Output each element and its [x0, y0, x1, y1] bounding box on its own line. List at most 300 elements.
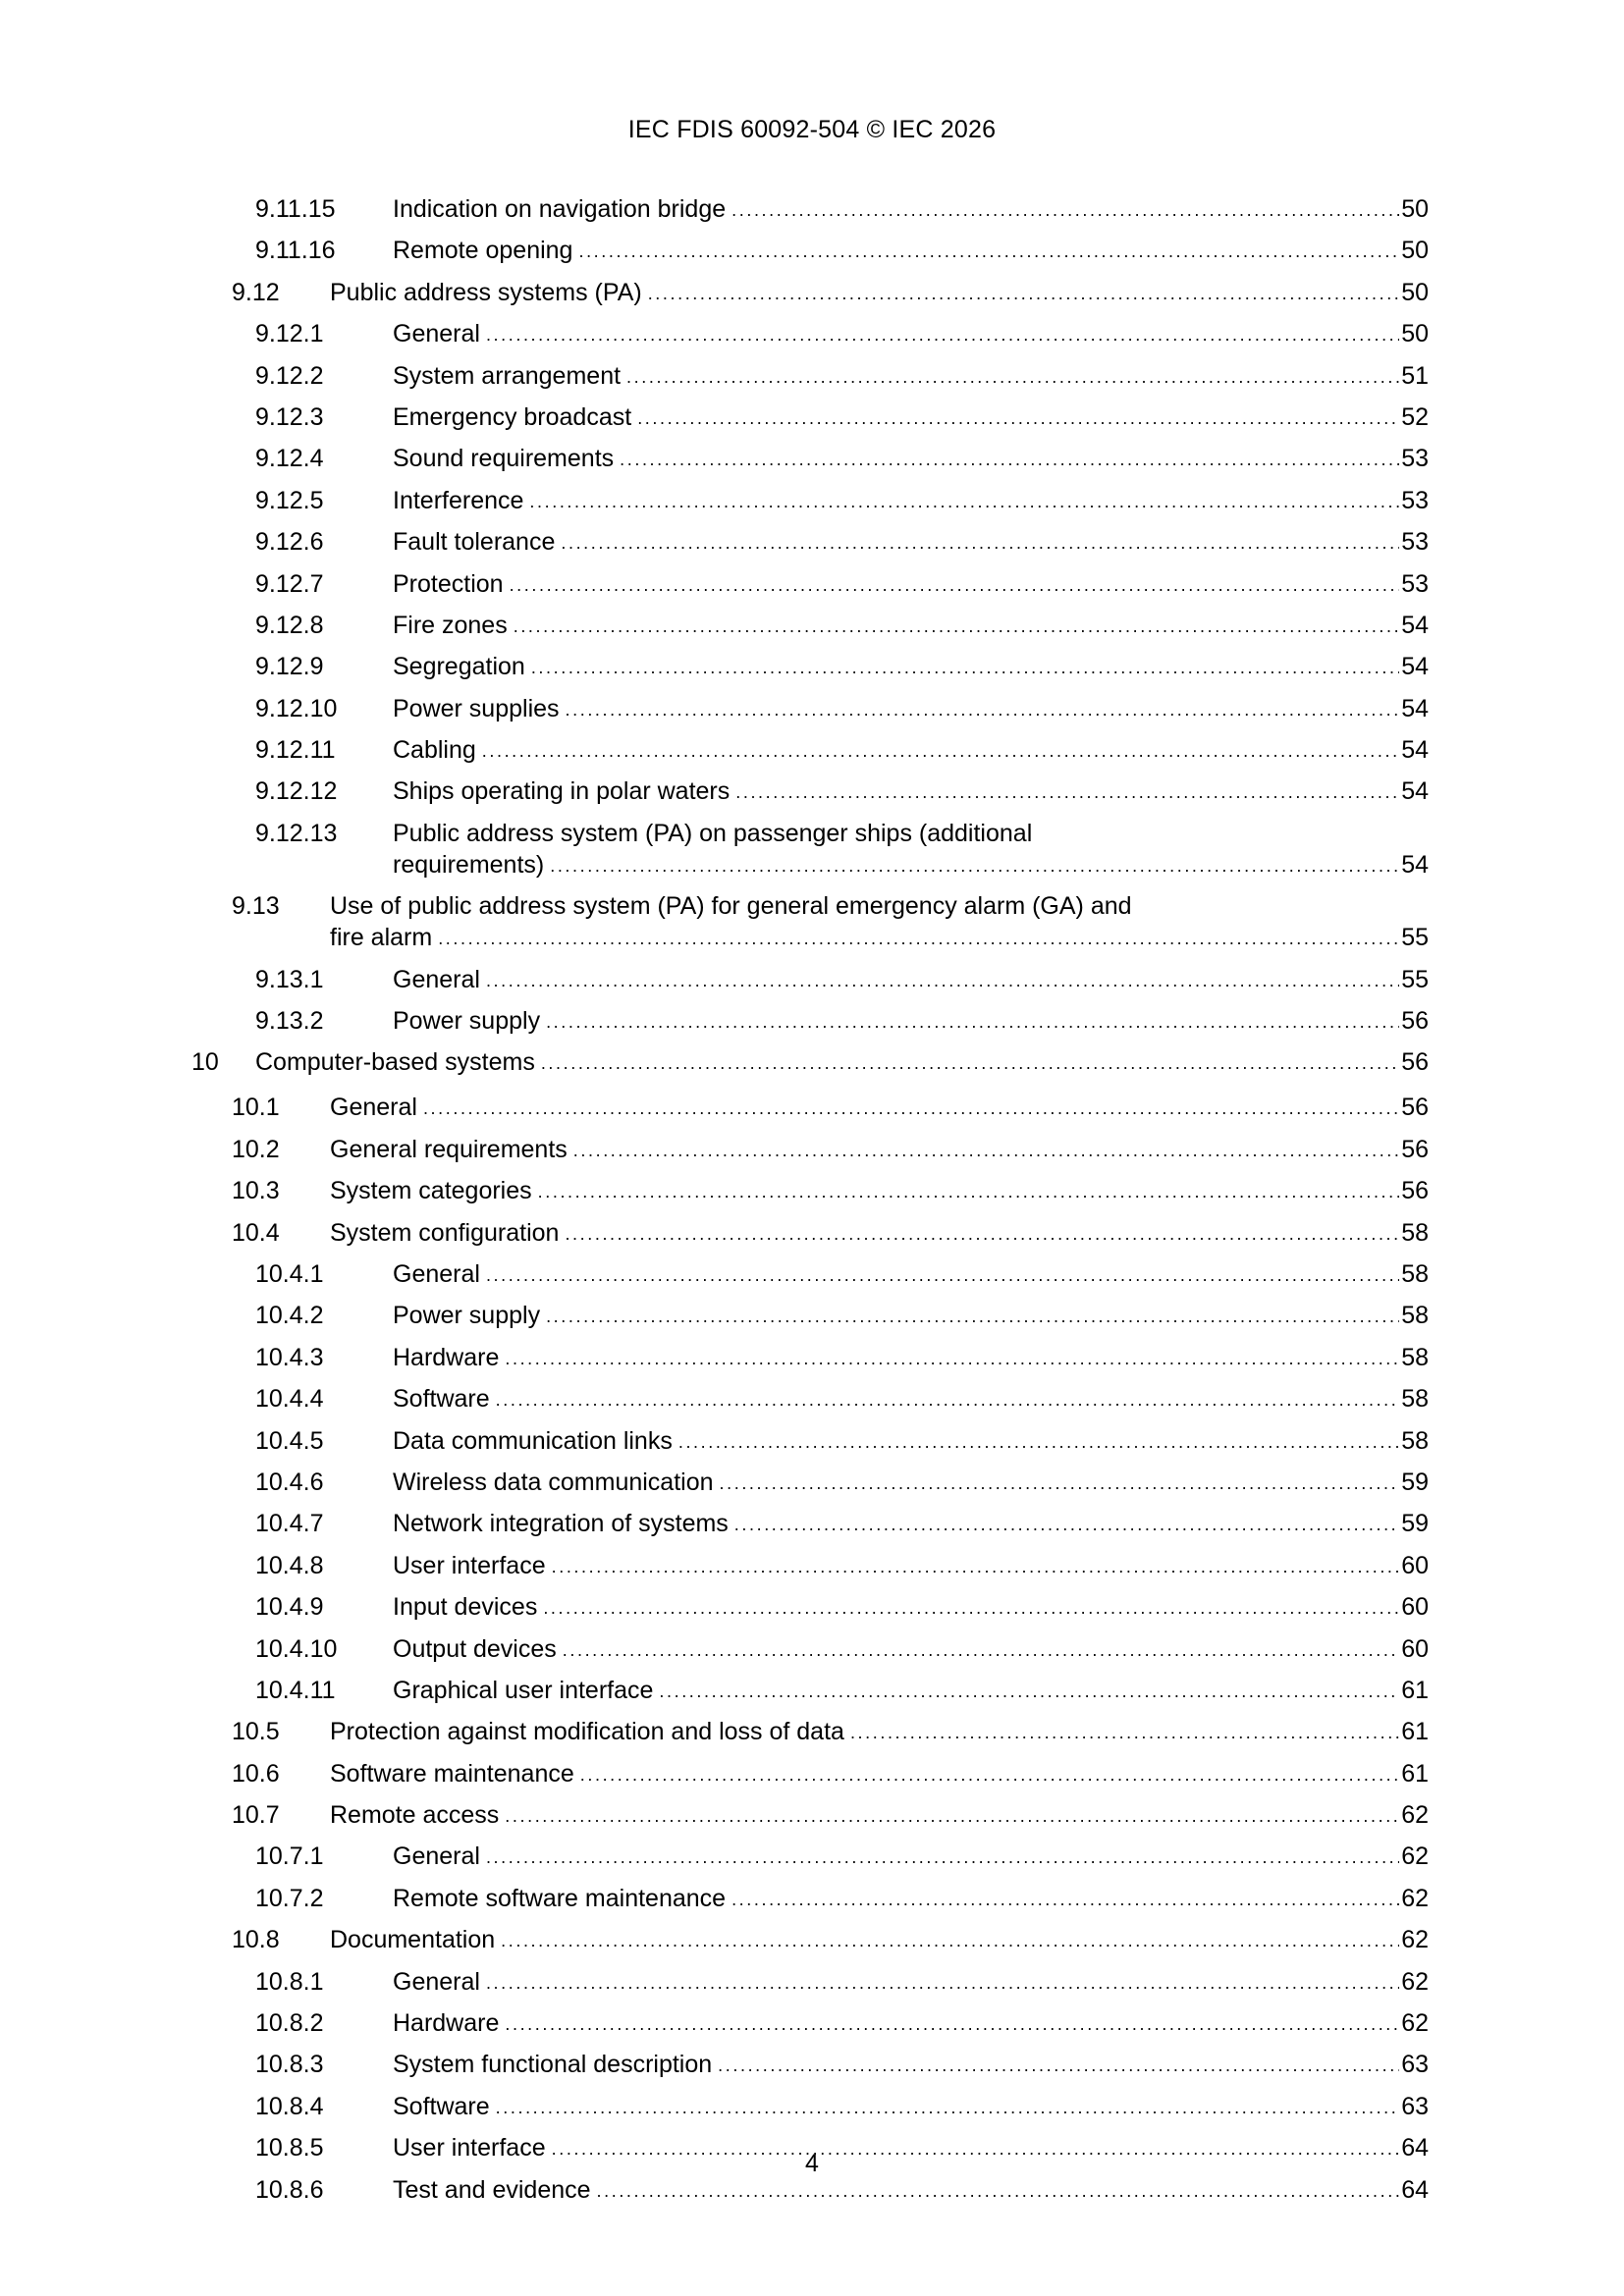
toc-entry-10-8-3[interactable] — [191, 2049, 1429, 2082]
toc-entry-page: 50 — [1401, 320, 1429, 348]
toc-entry-page: 56 — [1401, 1007, 1429, 1036]
dot-leader — [541, 1047, 1399, 1079]
toc-entry-body — [393, 1425, 1429, 1459]
toc-entry-title: Hardware — [393, 2007, 505, 2039]
toc-entry-9-12-7[interactable] — [191, 568, 1429, 602]
toc-entry-page: 62 — [1401, 1884, 1429, 1912]
dot-leader — [546, 1301, 1399, 1332]
dot-leader — [438, 923, 1399, 954]
toc-entry-title-line — [393, 693, 1429, 726]
dot-leader — [486, 1259, 1399, 1291]
toc-entry-body — [393, 360, 1429, 394]
toc-entry-body — [393, 1675, 1429, 1708]
toc-entry-page: 58 — [1401, 1302, 1429, 1330]
toc-entry-title-line — [393, 443, 1429, 476]
toc-entry-title: General — [393, 318, 486, 349]
toc-entry-number: 9.12.2 — [255, 361, 324, 390]
toc-entry-title: Hardware — [393, 1342, 505, 1373]
toc-entry-title-line — [393, 1508, 1429, 1541]
toc-entry-page: 60 — [1401, 1551, 1429, 1579]
toc-entry-title-line — [393, 1342, 1429, 1375]
dot-leader — [659, 1676, 1399, 1707]
toc-entry-title: Graphical user interface — [393, 1675, 659, 1706]
toc-entry-page: 54 — [1401, 736, 1429, 765]
dot-leader — [626, 361, 1399, 393]
toc-entry-number: 10.4.10 — [255, 1634, 338, 1663]
toc-entry-page: 55 — [1401, 924, 1429, 952]
toc-entry-10-7-2[interactable] — [191, 1883, 1429, 1916]
toc-entry-title-line — [393, 360, 1429, 394]
toc-entry-title-line — [393, 193, 1429, 227]
toc-entry-body — [393, 1467, 1429, 1500]
toc-entry-title-line — [393, 775, 1429, 809]
toc-entry-page: 58 — [1401, 1259, 1429, 1288]
toc-entry-title-line — [393, 1550, 1429, 1583]
toc-entry-number: 10.8.4 — [255, 2092, 324, 2120]
toc-entry-title-line — [393, 1841, 1429, 1874]
toc-entry-10-8[interactable] — [191, 1924, 1429, 1957]
toc-entry-body — [393, 235, 1429, 268]
toc-entry-title-line — [393, 1633, 1429, 1667]
toc-entry-page: 53 — [1401, 569, 1429, 598]
toc-entry-title: Documentation — [330, 1924, 501, 1955]
toc-entry-number: 9.12.3 — [255, 402, 324, 431]
dot-leader — [505, 1800, 1399, 1832]
toc-entry-body — [330, 1799, 1429, 1833]
toc-entry-page: 62 — [1401, 1967, 1429, 1996]
toc-entry-number: 9.12.7 — [255, 569, 324, 598]
toc-entry-title-line — [393, 734, 1429, 768]
dot-leader — [546, 1006, 1399, 1038]
toc-entry-title-line — [393, 1005, 1429, 1039]
toc-entry-body — [393, 1633, 1429, 1667]
toc-entry-title-line — [393, 1467, 1429, 1500]
toc-entry-10-4-4[interactable] — [191, 1383, 1429, 1416]
dot-leader — [550, 850, 1399, 881]
toc-entry-number: 9.12.10 — [255, 694, 338, 722]
toc-entry-title-line — [330, 1758, 1429, 1791]
toc-entry-title: Emergency broadcast — [393, 401, 637, 433]
dot-leader — [850, 1717, 1399, 1748]
toc-entry-title: Segregation — [393, 651, 531, 682]
toc-entry-page: 54 — [1401, 777, 1429, 806]
toc-entry-body — [393, 1383, 1429, 1416]
toc-entry-body — [393, 818, 1429, 882]
toc-entry-9-13-1[interactable] — [191, 964, 1429, 997]
toc-entry-number: 9.13 — [232, 892, 280, 921]
toc-entry-number: 10.4.2 — [255, 1302, 324, 1330]
toc-entry-title-line — [393, 610, 1429, 643]
toc-entry-title: User interface — [393, 1550, 552, 1581]
toc-entry-page: 54 — [1401, 850, 1429, 879]
toc-entry-10-4-6[interactable] — [191, 1467, 1429, 1500]
toc-entry-number: 9.12.9 — [255, 653, 324, 681]
toc-entry-10-4-9[interactable] — [191, 1591, 1429, 1625]
toc-entry-title-line — [393, 2091, 1429, 2124]
toc-entry-body — [393, 526, 1429, 560]
dot-leader — [580, 1759, 1399, 1790]
toc-entry-title-line — [330, 1799, 1429, 1833]
toc-entry-title: General requirements — [330, 1134, 573, 1165]
toc-entry-title-line — [330, 1175, 1429, 1208]
toc-entry-title: Wireless data communication — [393, 1467, 720, 1498]
toc-entry-9-11-15[interactable] — [191, 193, 1429, 227]
toc-entry-title-line1: Public address system (PA) on passenger ships (additional — [393, 819, 1033, 847]
toc-entry-number: 10.4.3 — [255, 1343, 324, 1371]
toc-entry-9-12-2[interactable] — [191, 360, 1429, 394]
toc-entry-title: Data communication links — [393, 1425, 678, 1457]
toc-entry-title: Remote access — [330, 1799, 505, 1831]
dot-leader — [648, 278, 1399, 309]
toc-entry-9-12-11[interactable] — [191, 734, 1429, 768]
toc-entry-number: 10.8.5 — [255, 2134, 324, 2163]
dot-leader — [573, 1135, 1399, 1166]
toc-entry-body — [330, 1092, 1429, 1125]
toc-entry-body — [393, 1550, 1429, 1583]
dot-leader — [678, 1426, 1399, 1458]
toc-entry-title: General — [393, 1841, 486, 1872]
toc-entry-9-12-5[interactable] — [191, 485, 1429, 518]
toc-entry-title-line — [393, 1675, 1429, 1708]
toc-entry-page: 58 — [1401, 1426, 1429, 1455]
toc-entry-body — [393, 485, 1429, 518]
toc-entry-9-13-2[interactable] — [191, 1005, 1429, 1039]
toc-entry-page: 53 — [1401, 528, 1429, 557]
toc-entry-title-line — [330, 1217, 1429, 1251]
toc-entry-page: 63 — [1401, 2092, 1429, 2120]
toc-entry-page: 51 — [1401, 361, 1429, 390]
toc-entry-10-7[interactable] — [191, 1799, 1429, 1833]
toc-entry-body — [393, 1966, 1429, 2000]
toc-entry-number: 10.4.5 — [255, 1426, 324, 1455]
toc-entry-title: Software maintenance — [330, 1758, 580, 1789]
toc-entry-title: fire alarm — [330, 922, 438, 953]
dot-leader — [505, 1343, 1399, 1374]
toc-entry-title: Software — [393, 1383, 496, 1415]
toc-entry-9-12[interactable] — [191, 277, 1429, 310]
dot-leader — [731, 194, 1399, 226]
toc-entry-body — [393, 610, 1429, 643]
dot-leader — [531, 652, 1399, 683]
toc-entry-number: 10.7 — [232, 1801, 280, 1830]
toc-entry-body — [393, 1005, 1429, 1039]
toc-entry-10-4-10[interactable] — [191, 1633, 1429, 1667]
toc-entry-number: 10.2 — [232, 1135, 280, 1163]
toc-entry-number: 10.4.7 — [255, 1510, 324, 1538]
toc-entry-number: 9.13.1 — [255, 965, 324, 993]
toc-entry-number: 10.3 — [232, 1177, 280, 1205]
toc-entry-9-12-4[interactable] — [191, 443, 1429, 476]
toc-entry-number: 10.8.6 — [255, 2175, 324, 2204]
toc-entry-title-line — [393, 1425, 1429, 1459]
toc-entry-10[interactable] — [191, 1046, 1429, 1080]
toc-entry-body — [393, 693, 1429, 726]
toc-entry-title-line — [393, 485, 1429, 518]
toc-entry-title: Sound requirements — [393, 443, 620, 474]
toc-entry-number: 9.12.11 — [255, 736, 336, 765]
toc-entry-10-4[interactable] — [191, 1217, 1429, 1251]
toc-entry-title: Fault tolerance — [393, 526, 561, 558]
toc-entry-title: Output devices — [393, 1633, 563, 1665]
dot-leader — [734, 1509, 1399, 1540]
toc-entry-title-line — [330, 1134, 1429, 1167]
dot-leader — [578, 236, 1399, 267]
toc-entry-title: Fire zones — [393, 610, 514, 641]
toc-entry-title-line — [393, 1258, 1429, 1292]
dot-leader — [718, 2050, 1399, 2081]
dot-leader — [731, 1884, 1399, 1915]
toc-entry-title-line — [393, 1883, 1429, 1916]
toc-entry-body — [393, 775, 1429, 809]
page-number: 4 — [805, 2150, 819, 2177]
toc-entry-number: 9.12.1 — [255, 320, 324, 348]
toc-entry-9-12-12[interactable] — [191, 775, 1429, 809]
toc-entry-body — [393, 651, 1429, 684]
toc-entry-title: Input devices — [393, 1591, 543, 1623]
toc-entry-number: 10.7.1 — [255, 1842, 324, 1871]
toc-entry-title-line — [393, 1591, 1429, 1625]
dot-leader — [566, 694, 1400, 725]
toc-entry-number: 10.6 — [232, 1759, 280, 1788]
toc-entry-title: Network integration of systems — [393, 1508, 734, 1539]
toc-entry-title: Software — [393, 2091, 496, 2122]
dot-leader — [735, 776, 1399, 808]
toc-entry-page: 61 — [1401, 1718, 1429, 1746]
toc-entry-body — [393, 568, 1429, 602]
toc-entry-number: 9.12.6 — [255, 528, 324, 557]
toc-entry-title: User interface — [393, 2132, 552, 2163]
toc-entry-9-12-8[interactable] — [191, 610, 1429, 643]
dot-leader — [637, 402, 1399, 434]
dot-leader — [514, 611, 1399, 642]
toc-entry-title: System functional description — [393, 2049, 718, 2080]
toc-entry-body — [393, 1591, 1429, 1625]
toc-entry-9-12-3[interactable] — [191, 401, 1429, 435]
toc-entry-title: General — [393, 964, 486, 995]
dot-leader — [597, 2175, 1400, 2207]
toc-entry-9-12-6[interactable] — [191, 526, 1429, 560]
toc-entry-page: 61 — [1401, 1759, 1429, 1788]
toc-entry-page: 60 — [1401, 1593, 1429, 1622]
toc-entry-body — [330, 1134, 1429, 1167]
dot-leader — [552, 1551, 1400, 1582]
toc-entry-page: 59 — [1401, 1468, 1429, 1496]
toc-entry-9-13[interactable] — [191, 890, 1429, 955]
toc-entry-title: Ships operating in polar waters — [393, 775, 735, 807]
toc-entry-page: 56 — [1401, 1094, 1429, 1122]
toc-entry-title: System categories — [330, 1175, 538, 1206]
toc-entry-body — [330, 277, 1429, 310]
toc-entry-page: 58 — [1401, 1385, 1429, 1414]
toc-entry-body — [393, 193, 1429, 227]
toc-entry-title-line — [393, 651, 1429, 684]
toc-entry-title-line — [330, 922, 1429, 955]
toc-entry-body — [393, 2091, 1429, 2124]
dot-leader — [720, 1468, 1400, 1499]
toc-entry-body — [393, 1258, 1429, 1292]
toc-entry-page: 54 — [1401, 653, 1429, 681]
toc-entry-page: 58 — [1401, 1218, 1429, 1247]
toc-entry-body — [393, 964, 1429, 997]
toc-entry-page: 59 — [1401, 1510, 1429, 1538]
toc-entry-page: 62 — [1401, 1926, 1429, 1954]
toc-entry-number: 10.8.1 — [255, 1967, 324, 1996]
toc-entry-title: Interference — [393, 485, 529, 516]
dot-leader — [423, 1093, 1399, 1124]
toc-entry-number: 10.7.2 — [255, 1884, 324, 1912]
toc-entry-title-line — [393, 2007, 1429, 2041]
toc-entry-body — [393, 1883, 1429, 1916]
toc-entry-number: 9.11.16 — [255, 237, 336, 265]
toc-entry-number: 9.12.5 — [255, 486, 324, 514]
toc-entry-number: 9.12.4 — [255, 445, 324, 473]
toc-entry-body — [393, 318, 1429, 351]
toc-entry-page: 50 — [1401, 278, 1429, 306]
toc-entry-10-4-1[interactable] — [191, 1258, 1429, 1292]
toc-entry-10-1[interactable] — [191, 1092, 1429, 1125]
toc-entry-10-6[interactable] — [191, 1758, 1429, 1791]
toc-entry-page: 62 — [1401, 1842, 1429, 1871]
toc-entry-title-line — [330, 1924, 1429, 1957]
toc-entry-number: 10.4.9 — [255, 1593, 324, 1622]
dot-leader — [486, 319, 1399, 350]
toc-entry-page: 63 — [1401, 2051, 1429, 2079]
toc-entry-9-12-9[interactable] — [191, 651, 1429, 684]
toc-entry-title-line — [330, 1716, 1429, 1749]
toc-entry-title-line — [255, 1046, 1429, 1080]
toc-entry-number: 9.12.12 — [255, 777, 338, 806]
toc-entry-9-12-10[interactable] — [191, 693, 1429, 726]
toc-entry-number: 10.4.6 — [255, 1468, 324, 1496]
toc-entry-page: 56 — [1401, 1048, 1429, 1077]
toc-entry-body — [393, 401, 1429, 435]
toc-entry-body — [393, 1508, 1429, 1541]
toc-entry-title-line1: Use of public address system (PA) for general emergency alarm (GA) and — [330, 892, 1132, 921]
toc-entry-title-line — [393, 964, 1429, 997]
dot-leader — [561, 527, 1399, 559]
toc-entry-body — [393, 2007, 1429, 2041]
dot-leader — [510, 569, 1400, 601]
toc-entry-title: Power supply — [393, 1300, 546, 1331]
toc-entry-body — [330, 1924, 1429, 1957]
toc-entry-number: 10.8.3 — [255, 2051, 324, 2079]
toc-entry-title: Power supply — [393, 1005, 546, 1037]
toc-entry-9-12-13[interactable] — [191, 818, 1429, 882]
toc-entry-page: 64 — [1401, 2175, 1429, 2204]
toc-entry-page: 53 — [1401, 486, 1429, 514]
toc-entry-title-line — [393, 1383, 1429, 1416]
dot-leader — [620, 444, 1399, 475]
toc-entry-10-8-2[interactable] — [191, 2007, 1429, 2041]
toc-entry-page: 60 — [1401, 1634, 1429, 1663]
toc-entry-title: System configuration — [330, 1217, 565, 1249]
toc-entry-9-11-16[interactable] — [191, 235, 1429, 268]
toc-entry-title: General — [393, 1966, 486, 1998]
toc-entry-title: General — [330, 1092, 423, 1123]
toc-entry-10-4-7[interactable] — [191, 1508, 1429, 1541]
toc-entry-title-line — [393, 1300, 1429, 1333]
dot-leader — [505, 2008, 1399, 2040]
dot-leader — [529, 486, 1399, 517]
toc-entry-title: Indication on navigation bridge — [393, 193, 731, 225]
toc-entry-body — [393, 1342, 1429, 1375]
toc-entry-number: 10 — [191, 1048, 219, 1077]
toc-entry-page: 52 — [1401, 402, 1429, 431]
toc-entry-number: 10.4.8 — [255, 1551, 324, 1579]
toc-entry-body — [393, 443, 1429, 476]
toc-entry-page: 62 — [1401, 1801, 1429, 1830]
toc-entry-page: 64 — [1401, 2134, 1429, 2163]
toc-entry-body — [255, 1046, 1429, 1080]
dot-leader — [496, 2092, 1400, 2123]
toc-entry-title: Protection — [393, 568, 510, 600]
table-of-contents — [191, 193, 1429, 2216]
toc-entry-title-line — [330, 277, 1429, 310]
toc-entry-title: General — [393, 1258, 486, 1290]
dot-leader — [482, 735, 1399, 767]
toc-entry-page: 56 — [1401, 1177, 1429, 1205]
toc-entry-number: 10.4.4 — [255, 1385, 324, 1414]
toc-entry-title: Remote opening — [393, 235, 578, 266]
toc-entry-title-line — [330, 1092, 1429, 1125]
toc-entry-body — [393, 2049, 1429, 2082]
dot-leader — [543, 1592, 1399, 1624]
toc-entry-10-3[interactable] — [191, 1175, 1429, 1208]
toc-entry-page: 58 — [1401, 1343, 1429, 1371]
toc-entry-body — [330, 890, 1429, 955]
toc-entry-title: Computer-based systems — [255, 1046, 541, 1078]
toc-entry-10-8-4[interactable] — [191, 2091, 1429, 2124]
toc-entry-number: 10.4.1 — [255, 1259, 324, 1288]
toc-entry-title: Public address systems (PA) — [330, 277, 648, 308]
toc-entry-10-8-1[interactable] — [191, 1966, 1429, 2000]
toc-entry-10-4-11[interactable] — [191, 1675, 1429, 1708]
toc-entry-title: Protection against modification and loss of data — [330, 1716, 850, 1747]
toc-entry-body — [330, 1758, 1429, 1791]
toc-entry-title: Remote software maintenance — [393, 1883, 731, 1914]
toc-entry-9-12-1[interactable] — [191, 318, 1429, 351]
toc-entry-title: requirements) — [393, 849, 550, 881]
toc-entry-page: 50 — [1401, 237, 1429, 265]
toc-entry-page: 56 — [1401, 1135, 1429, 1163]
toc-entry-body — [393, 734, 1429, 768]
toc-entry-10-7-1[interactable] — [191, 1841, 1429, 1874]
dot-leader — [565, 1218, 1399, 1250]
toc-entry-10-5[interactable] — [191, 1716, 1429, 1749]
toc-entry-number: 9.12.8 — [255, 611, 324, 639]
toc-entry-page: 53 — [1401, 445, 1429, 473]
toc-entry-page: 62 — [1401, 2009, 1429, 2038]
toc-entry-number: 9.11.15 — [255, 195, 336, 223]
dot-leader — [563, 1634, 1399, 1666]
toc-entry-number: 10.4 — [232, 1218, 280, 1247]
page-header: IEC FDIS 60092-504 © IEC 2026 — [627, 116, 997, 143]
toc-entry-title: Cabling — [393, 734, 482, 766]
toc-entry-title-line — [393, 849, 1429, 882]
toc-entry-page: 55 — [1401, 965, 1429, 993]
toc-entry-10-4-3[interactable] — [191, 1342, 1429, 1375]
toc-entry-number: 9.12.13 — [255, 819, 338, 847]
toc-entry-10-4-5[interactable] — [191, 1425, 1429, 1459]
toc-entry-title: Test and evidence — [393, 2174, 597, 2206]
toc-entry-10-2[interactable] — [191, 1134, 1429, 1167]
toc-entry-10-4-8[interactable] — [191, 1550, 1429, 1583]
toc-entry-title-line — [393, 568, 1429, 602]
toc-entry-number: 10.8 — [232, 1926, 280, 1954]
toc-entry-body — [393, 1841, 1429, 1874]
toc-entry-10-4-2[interactable] — [191, 1300, 1429, 1333]
toc-entry-number: 9.12 — [232, 278, 280, 306]
